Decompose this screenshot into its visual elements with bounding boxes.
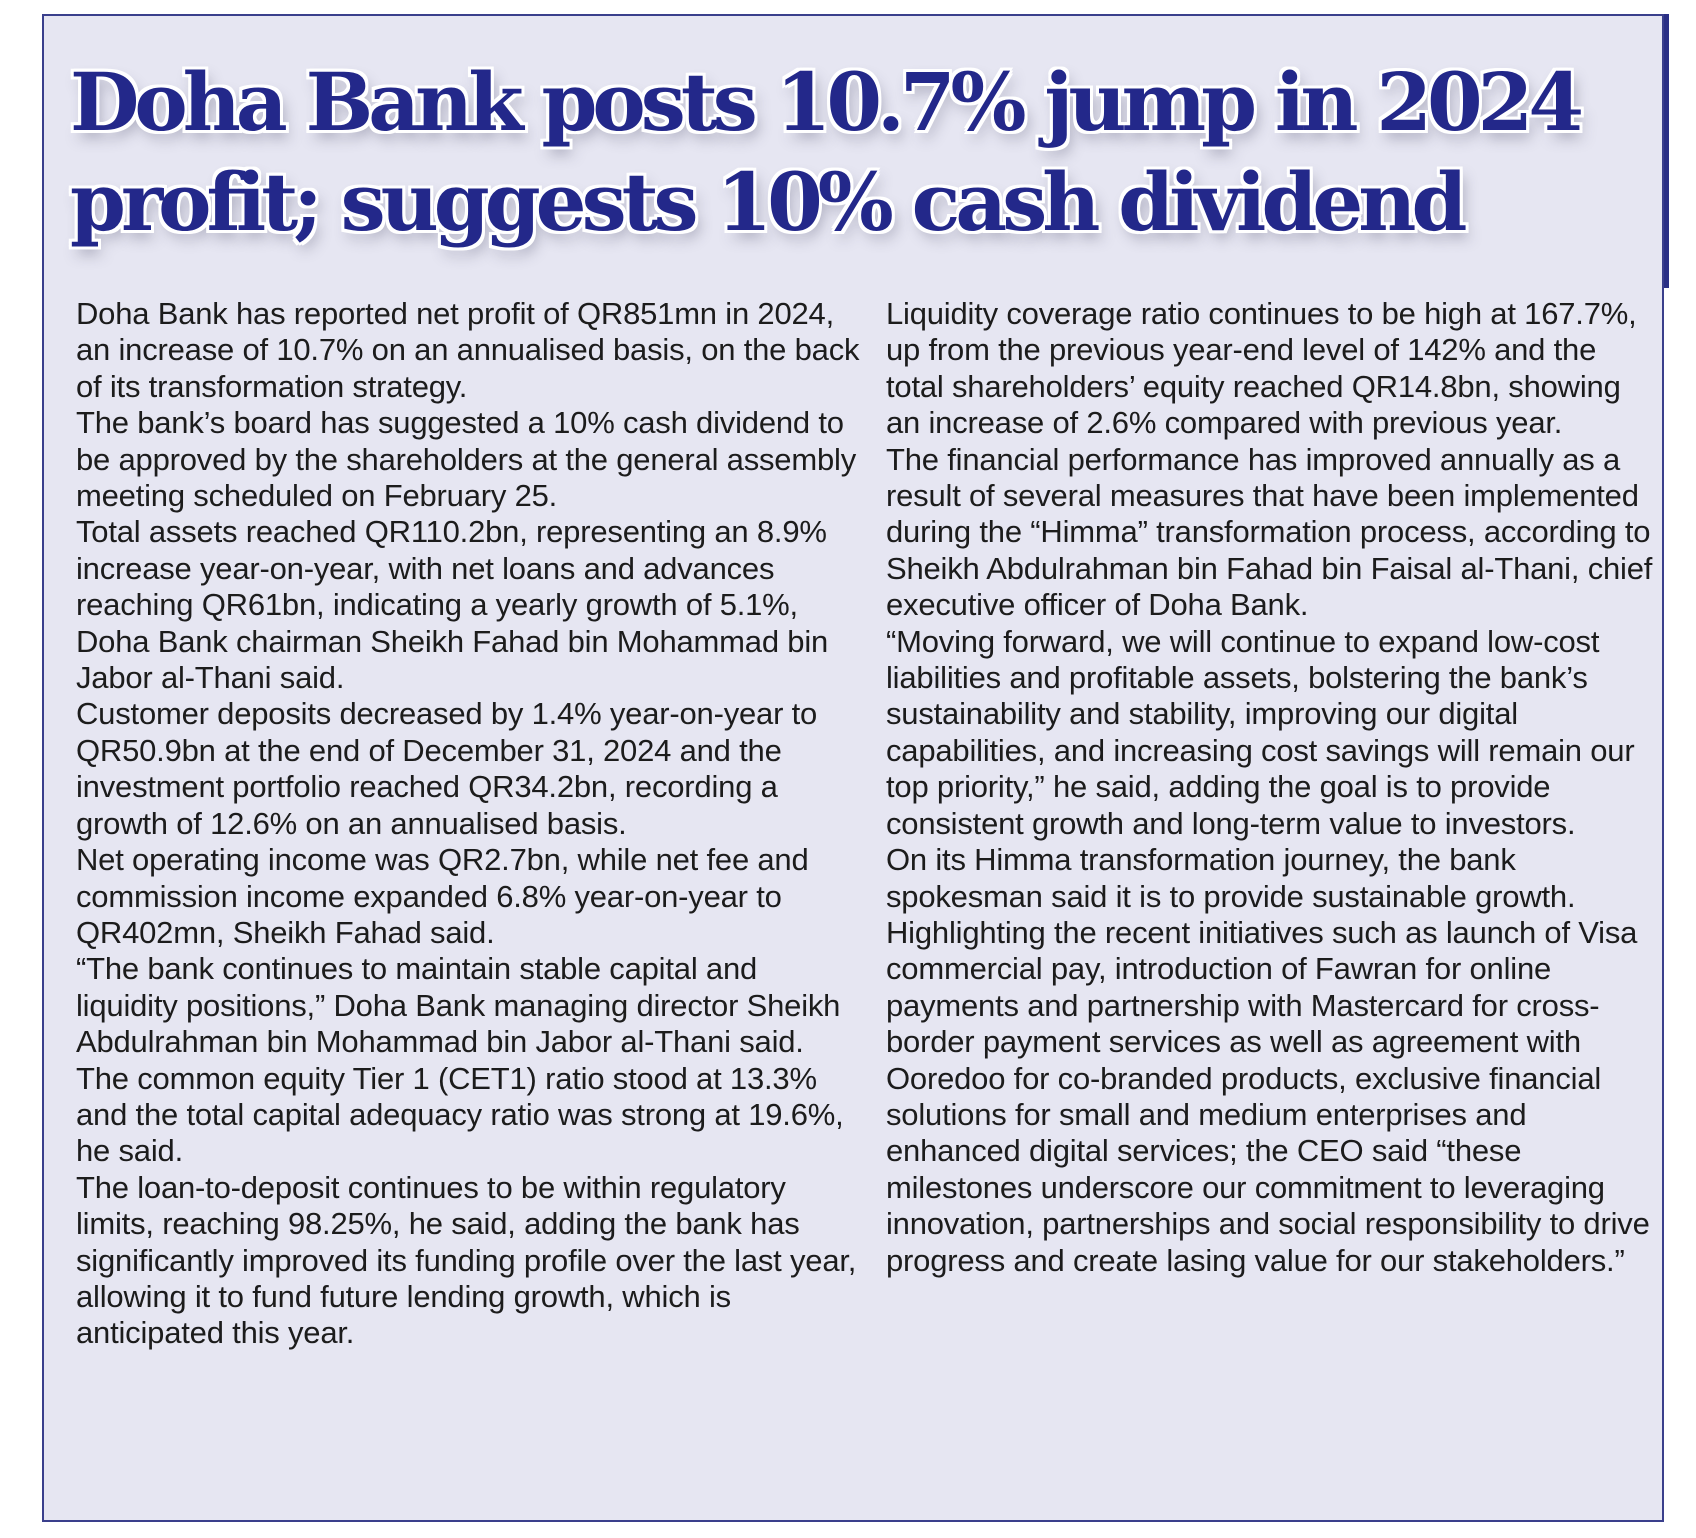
paragraph: “Moving forward, we will continue to expand low-cost liabilities and profitable assets, bolstering the bank’s sustainability and stability, improving our digital capabilities, and increasing cost savings will remain our top priority,” he said, adding the goal is to provide consistent growth and long-term value to investors. (886, 623, 1635, 841)
headline (70, 52, 1650, 252)
paragraph: Total assets reached QR110.2bn, representing an 8.9% increase year-on-year, with net loans and advances reaching QR61bn, indicating a yearly growth of 5.1%, Doha Bank chairman Sheikh Fahad bin Mohammad bin Jabor al-Thani said. (76, 514, 829, 696)
paragraph: Customer deposits decreased by 1.4% year-on-year to QR50.9bn at the end of December 31, 2024 and the investment portfolio reached QR34.2bn, recording a growth of 12.6% on an annualised basis. (76, 696, 818, 841)
paragraph: Net operating income was QR2.7bn, while net fee and commission income expanded 6.8% year-on-year to QR402mn, Sheikh Fahad said. (76, 842, 809, 950)
headline-line-2: profit; suggests 10% cash dividend (70, 155, 1463, 249)
paragraph: Doha Bank has reported net profit of QR851mn in 2024, an increase of 10.7% on an annualised basis, on the back of its transformation strategy. (76, 296, 860, 404)
right-column (886, 296, 1656, 1279)
right-accent-bar (1664, 14, 1669, 288)
paragraph: The financial performance has improved annually as a result of several measures that have been implemented during the “Himma” transformation process, according to Sheikh Abdulrahman bin Fahad bin Faisal al-Thani, chief executive officer of Doha Bank. (886, 441, 1653, 623)
paragraph: The loan-to-deposit continues to be within regulatory limits, reaching 98.25%, he said, adding the bank has significantly improved its funding profile over the last year, allowing it to fund future lending growth, which is anticipated this year. (76, 1169, 857, 1351)
headline-line-1: Doha Bank posts 10.7% jump in 2024 (70, 55, 1579, 149)
paragraph: Liquidity coverage ratio continues to be high at 167.7%, up from the previous year-end level of 142% and the total shareholders’ equity reached QR14.8bn, showing an increase of 2.6% compared with previous year. (886, 296, 1637, 441)
paragraph: The common equity Tier 1 (CET1) ratio stood at 13.3% and the total capital adequacy ratio was strong at 19.6%, he said. (76, 1060, 844, 1169)
left-column (76, 296, 866, 1352)
paragraph: The bank’s board has suggested a 10% cash dividend to be approved by the shareholders at the general assembly meeting scheduled on February 25. (76, 405, 856, 514)
paragraph: “The bank continues to maintain stable capital and liquidity positions,” Doha Bank managing director Sheikh Abdulrahman bin Mohammad bin Jabor al-Thani said. (76, 951, 841, 1060)
paragraph: On its Himma transformation journey, the bank spokesman said it is to provide sustainable growth. Highlighting the recent initiatives such as launch of Visa commercial pay, introduction of Fawran for online payments and partnership with Mastercard for cross-border payment services as well as agreement with Ooredoo for co-branded products, exclusive financial solutions for small and medium enterprises and enhanced digital services; the CEO said “these milestones underscore our commitment to leveraging innovation, partnerships and social responsibility to drive progress and create lasing value for our stakeholders.” (886, 842, 1650, 1278)
article-box (42, 14, 1664, 1522)
